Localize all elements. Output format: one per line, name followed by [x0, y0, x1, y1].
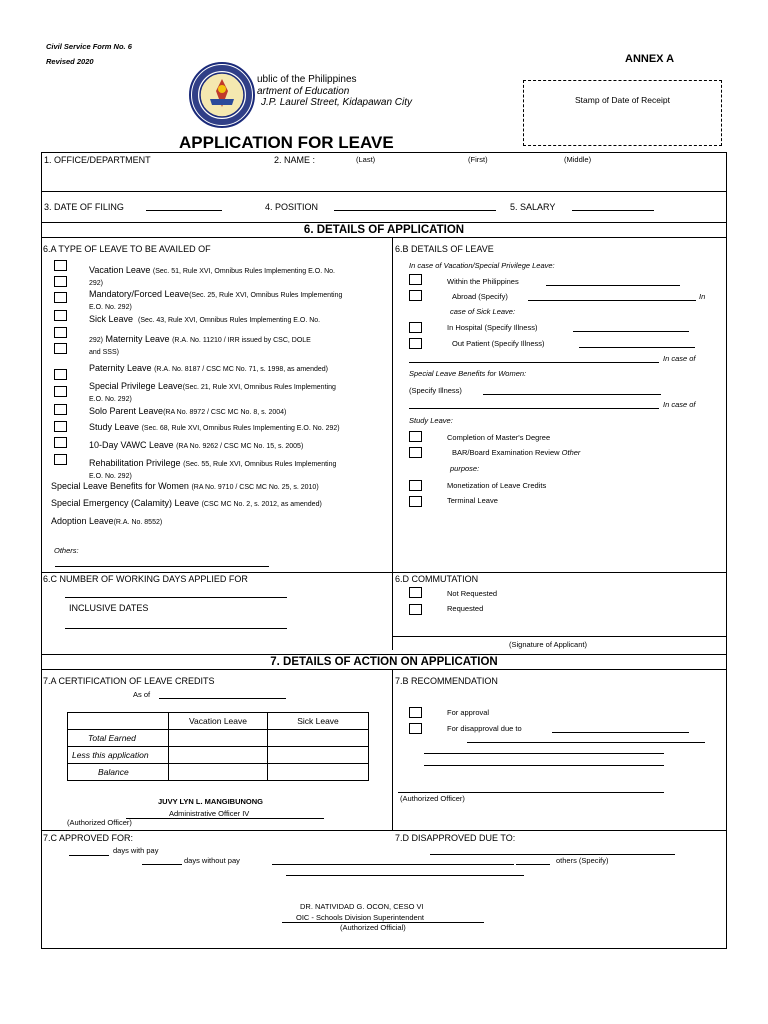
republic-text: ublic of the Philippines [257, 74, 357, 85]
specify-illness-label: (Specify Illness) [409, 386, 462, 395]
table-row [68, 747, 369, 764]
purpose-label: purpose: [450, 464, 480, 473]
study-leave-label: Study Leave (Sec. 68, Rule XVI, Omnibus Rules Implementing E.O. No. 292) [89, 422, 340, 432]
bar-label: BAR/Board Examination Review Other [452, 448, 581, 457]
others-field[interactable] [55, 566, 269, 567]
name-middle-label: (Middle) [564, 155, 592, 164]
maternity-leave-label: 292) Maternity Leave (R.A. No. 11210 / IRR issued by CSC, DOLE and SSS) [89, 334, 311, 356]
position-field[interactable] [334, 210, 496, 211]
outpatient-label: Out Patient (Specify Illness) [452, 339, 545, 348]
total-earned-sick-cell[interactable] [268, 730, 369, 747]
forced-leave-label: Mandatory/Forced Leave(Sec. 25, Rule XVI, Omnibus Rules Implementing E.O. No. 292) [89, 289, 343, 311]
section-6b-title: 6.B DETAILS OF LEAVE [395, 244, 494, 254]
in-case-label: In [699, 292, 706, 301]
col-vacation-header: Vacation Leave [169, 713, 268, 730]
others-specify-field[interactable] [272, 864, 514, 865]
as-of-field[interactable] [159, 698, 286, 699]
hospital-checkbox[interactable] [409, 322, 422, 333]
section-7-header: 7. DETAILS OF ACTION ON APPLICATION [41, 654, 727, 670]
extra-leave-checkbox-2[interactable] [54, 454, 67, 465]
sick-case-label: case of Sick Leave: [450, 307, 516, 316]
department-text: artment of Education [257, 86, 350, 97]
outpatient-field-2[interactable] [409, 362, 659, 363]
others-specify-label: others (Specify) [556, 856, 609, 865]
authorized-official-label: (Authorized Official) [340, 923, 406, 932]
signature-label: (Signature of Applicant) [509, 640, 587, 649]
sick-leave-label: Sick Leave (Sec. 43, Rule XVI, Omnibus Rules Implementing E.O. No. [89, 314, 321, 324]
within-ph-field[interactable] [546, 285, 680, 286]
balance-vacation-cell[interactable] [169, 764, 268, 781]
for-disapproval-label: For disapproval due to [447, 724, 522, 733]
authorized-officer-label: (Authorized Officer) [67, 818, 132, 827]
in-case-of-label-2: In case of [663, 400, 696, 409]
solo-parent-label: Solo Parent Leave(RA No. 8972 / CSC MC No. 8, s. 2004) [89, 406, 287, 416]
table-row [68, 730, 369, 747]
monetization-checkbox[interactable] [409, 480, 422, 491]
section-7d-title: 7.D DISAPPROVED DUE TO: [395, 833, 516, 843]
for-disapproval-checkbox[interactable] [409, 723, 422, 734]
vawc-leave-checkbox[interactable] [54, 404, 67, 415]
special-privilege-checkbox[interactable] [54, 343, 67, 354]
stamp-box [523, 80, 722, 146]
vacation-case-label: In case of Vacation/Special Privilege Leave: [409, 261, 555, 270]
terminal-label: Terminal Leave [447, 496, 498, 505]
disapproval-reason-field-4[interactable] [424, 765, 664, 766]
days-with-pay-field[interactable] [69, 855, 109, 856]
requested-label: Requested [447, 604, 484, 613]
terminal-checkbox[interactable] [409, 496, 422, 507]
paternity-leave-label: Paternity Leave (R.A. No. 8187 / CSC MC No. 71, s. 1998, as amended) [89, 363, 328, 373]
in-case-of-label: In case of [663, 354, 696, 363]
col-sick-header: Sick Leave [268, 713, 369, 730]
hospital-label: In Hospital (Specify Illness) [447, 323, 538, 332]
salary-field[interactable] [572, 210, 654, 211]
adoption-leave-label: Adoption Leave(R.A. No. 8552) [51, 516, 163, 526]
section-6-header: 6. DETAILS OF APPLICATION [41, 222, 727, 238]
less-application-vacation-cell[interactable] [169, 747, 268, 764]
for-approval-label: For approval [447, 708, 490, 717]
date-filing-label: 3. DATE OF FILING [44, 202, 124, 212]
for-approval-checkbox[interactable] [409, 707, 422, 718]
officer-title: Administrative Officer IV [169, 809, 250, 818]
study-leave-checkbox[interactable] [54, 386, 67, 397]
days-without-pay-field[interactable] [142, 864, 182, 865]
row-label: Balance [68, 764, 169, 781]
working-days-field[interactable] [65, 597, 287, 598]
position-label: 4. POSITION [265, 202, 319, 212]
specify-illness-field[interactable] [483, 394, 661, 395]
disapproval-reason-field-3[interactable] [424, 753, 664, 754]
section-6a-title: 6.A TYPE OF LEAVE TO BE AVAILED OF [43, 244, 211, 254]
others-label: Others: [54, 546, 79, 555]
section-6d-title: 6.D COMMUTATION [395, 574, 479, 584]
vacation-leave-checkbox[interactable] [54, 260, 67, 271]
solo-parent-checkbox[interactable] [54, 369, 67, 380]
name-first-label: (First) [468, 155, 488, 164]
outpatient-checkbox[interactable] [409, 338, 422, 349]
disapproved-reason-field[interactable] [430, 854, 675, 855]
date-filing-field[interactable] [146, 210, 222, 211]
row-label: Total Earned [68, 730, 169, 747]
study-case-label: Study Leave: [409, 416, 453, 425]
hospital-field[interactable] [573, 331, 689, 332]
signature-line[interactable] [392, 636, 727, 637]
others-specify-field-3[interactable] [286, 875, 524, 876]
name-last-label: (Last) [356, 155, 376, 164]
address-text: J.P. Laurel Street, Kidapawan City [261, 97, 413, 108]
recommendation-signature-line[interactable] [398, 792, 664, 793]
balance-sick-cell[interactable] [268, 764, 369, 781]
calamity-leave-label: Special Emergency (Calamity) Leave (CSC MC No. 2, s. 2012, as amended) [51, 498, 322, 508]
page-title: APPLICATION FOR LEAVE [179, 133, 394, 152]
inclusive-dates-label: INCLUSIVE DATES [69, 603, 149, 613]
within-ph-label: Within the Philippines [447, 277, 519, 286]
days-without-pay-label: days without pay [184, 856, 240, 865]
office-label: 1. OFFICE/DEPARTMENT [44, 155, 151, 165]
authorized-officer-b-label: (Authorized Officer) [400, 794, 465, 803]
vawc-leave-label: 10-Day VAWC Leave (RA No. 9262 / CSC MC No. 15, s. 2005) [89, 440, 304, 450]
section-6c-title: 6.C NUMBER OF WORKING DAYS APPLIED FOR [43, 574, 248, 584]
rehab-leave-label: Rehabilitation Privilege (Sec. 55, Rule XVI, Omnibus Rules Implementing E.O. No. 292) [89, 458, 337, 480]
abroad-checkbox[interactable] [409, 290, 422, 301]
vacation-leave-label: Vacation Leave (Sec. 51, Rule XVI, Omnibus Rules Implementing E.O. No. 292) [89, 265, 335, 287]
bar-checkbox[interactable] [409, 447, 422, 458]
deped-seal-icon [188, 61, 256, 129]
days-with-pay-label: days with pay [113, 846, 159, 855]
row-label: Less this application [68, 747, 169, 764]
form-number: Civil Service Form No. 6 [46, 42, 132, 51]
as-of-label: As of [133, 690, 151, 699]
extra-leave-checkbox-1[interactable] [54, 437, 67, 448]
inclusive-dates-field[interactable] [65, 628, 287, 629]
leave-credits-table [67, 712, 369, 781]
special-privilege-label: Special Privilege Leave(Sec. 21, Rule XVI, Omnibus Rules Implementing E.O. No. 292) [89, 381, 336, 403]
less-application-sick-cell[interactable] [268, 747, 369, 764]
special-women-label: Special Leave Benefits for Women (RA No. 9710 / CSC MC No. 25, s. 2010) [51, 481, 319, 491]
specify-illness-field-2[interactable] [409, 408, 659, 409]
official-title: OIC - Schools Division Superintendent [296, 913, 424, 922]
masters-checkbox[interactable] [409, 431, 422, 442]
not-requested-label: Not Requested [447, 589, 498, 598]
others-specify-field-2[interactable] [516, 864, 550, 865]
official-name: DR. NATIVIDAD G. OCON, CESO VI [300, 902, 424, 911]
masters-label: Completion of Master's Degree [447, 433, 551, 442]
disapproval-reason-field[interactable] [552, 732, 689, 733]
paternity-leave-checkbox[interactable] [54, 327, 67, 338]
outpatient-field[interactable] [579, 347, 695, 348]
salary-label: 5. SALARY [510, 202, 556, 212]
stamp-label: Stamp of Date of Receipt [575, 95, 670, 105]
sick-leave-checkbox[interactable] [54, 292, 67, 303]
annex-label: ANNEX A [625, 53, 675, 65]
form-revised: Revised 2020 [46, 57, 94, 66]
within-ph-checkbox[interactable] [409, 274, 422, 285]
officer-name: JUVY LYN L. MANGIBUNONG [158, 797, 264, 806]
disapproval-reason-field-2[interactable] [467, 742, 705, 743]
rehab-leave-checkbox[interactable] [54, 421, 67, 432]
not-requested-checkbox[interactable] [409, 587, 422, 598]
table-row [68, 764, 369, 781]
section-7a-title: 7.A CERTIFICATION OF LEAVE CREDITS [43, 676, 215, 686]
name-label: 2. NAME : [274, 155, 316, 165]
monetization-label: Monetization of Leave Credits [447, 481, 547, 490]
total-earned-vacation-cell[interactable] [169, 730, 268, 747]
section-7c-title: 7.C APPROVED FOR: [43, 833, 134, 843]
women-case-label: Special Leave Benefits for Women: [409, 369, 527, 378]
forced-leave-checkbox[interactable] [54, 276, 67, 287]
abroad-field[interactable] [528, 300, 696, 301]
requested-checkbox[interactable] [409, 604, 422, 615]
maternity-leave-checkbox[interactable] [54, 310, 67, 321]
section-7b-title: 7.B RECOMMENDATION [395, 676, 498, 686]
abroad-label: Abroad (Specify) [452, 292, 508, 301]
